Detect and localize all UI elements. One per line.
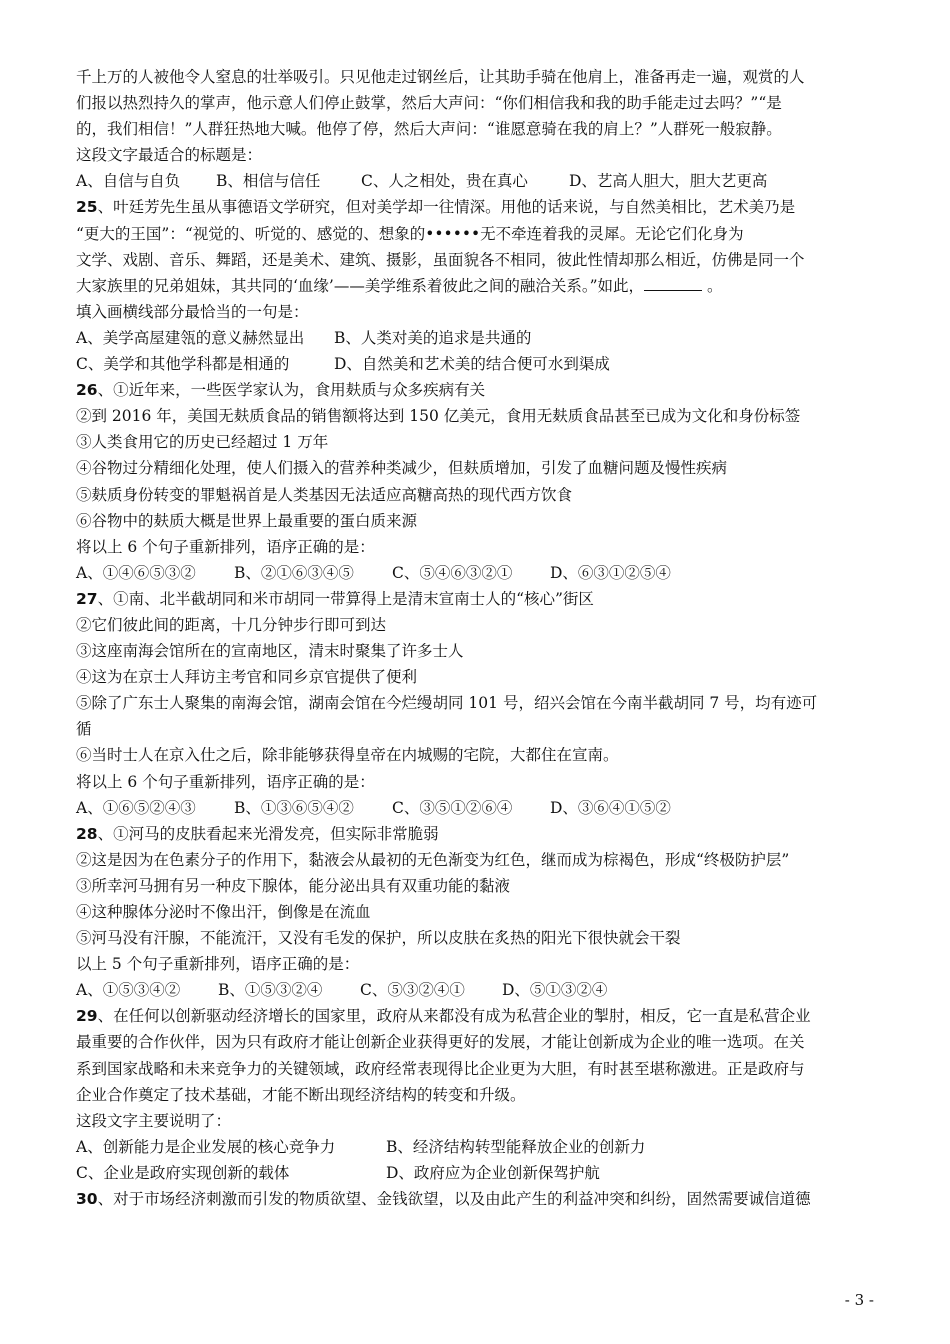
q24-option-c: C、人之相处，贵在真心 [361, 172, 528, 191]
q26-prompt: 将以上 6 个句子重新排列，语序正确的是： [76, 537, 375, 556]
q26-options [76, 560, 874, 586]
q27-sentence: ④这为在京士人拜访主考官和同乡京官提供了便利 [76, 668, 418, 687]
q25-text-line: 25、叶廷芳先生虽从事德语文学研究，但对美学却一往情深。用他的话来说，与自然美相比，艺术美乃是 [76, 198, 796, 217]
q24-option-a: A、自信与自负 [76, 172, 181, 191]
q28-option-a: A、①⑤③④② [76, 981, 181, 1000]
q25-prompt: 填入画横线部分最恰当的一句是： [76, 302, 309, 321]
q25-options-row2 [76, 351, 874, 377]
q28-sentence: 28、①河马的皮肤看起来光滑发亮，但实际非常脆弱 [76, 824, 439, 843]
q24-option-b: B、相信与信任 [216, 172, 321, 191]
q29-option-d: D、政府应为企业创新保驾护航 [386, 1163, 600, 1182]
q24-prompt: 这段文字最适合的标题是： [76, 146, 263, 165]
q26-sentence: 26、①近年来，一些医学家认为，食用麸质与众多疾病有关 [76, 381, 486, 400]
q24-text-line: 的，我们相信！”人群狂热地大喊。他停了停，然后大声问：“谁愿意骑在我的肩上？”人群死一般寂静。 [76, 120, 782, 139]
q28-sentence: ③所幸河马拥有另一种皮下腺体，能分泌出具有双重功能的黏液 [76, 876, 511, 895]
q27-option-c: C、③⑤①②⑥④ [392, 798, 513, 817]
q29-options-row2 [76, 1160, 874, 1186]
q28-sentence: ②这是因为在色素分子的作用下，黏液会从最初的无色渐变为红色，继而成为棕褐色，形成“终极防护层” [76, 850, 790, 869]
q29-options-row1 [76, 1134, 874, 1160]
q27-option-a: A、①⑥⑤②④③ [76, 798, 196, 817]
q28-sentence: ④这种腺体分泌时不像出汗，倒像是在流血 [76, 903, 371, 921]
q30-text-line: 30、对于市场经济刺激而引发的物质欲望、金钱欲望，以及由此产生的利益冲突和纠纷，固然需要诚信道德 [76, 1190, 811, 1209]
q25-text-line: 大家族里的兄弟姐妹，其共同的‘血缘’——美学维系着彼此之间的融洽关系。”如此， 。 [76, 276, 723, 295]
q26-sentence: ③人类食用它的历史已经超过 1 万年 [76, 433, 329, 452]
q29-text-line: 29、在任何以创新驱动经济增长的国家里，政府从来都没有成为私营企业的掣肘，相反，它一直是私营企业 [76, 1007, 811, 1026]
q26-number: 26 [76, 381, 98, 400]
q26-option-d: D、⑥③①②⑤④ [550, 563, 671, 582]
q27-sentence: ⑤除了广东士人聚集的南海会馆，湖南会馆在今烂缦胡同 101 号，绍兴会馆在今南半截胡同 7 号，均有迹可 [76, 694, 818, 713]
q28-prompt: 以上 5 个句子重新排列，语序正确的是： [76, 955, 360, 974]
q27-option-d: D、③⑥④①⑤② [550, 798, 671, 817]
q26-option-b: B、②①⑥③④⑤ [234, 563, 354, 582]
q25-option-b: B、人类对美的追求是共通的 [334, 328, 532, 347]
q29-option-c: C、企业是政府实现创新的载体 [76, 1163, 290, 1182]
q27-number: 27 [76, 589, 98, 608]
q28-option-d: D、⑤①③②④ [502, 981, 608, 1000]
q24-text-line: 们报以热烈持久的掌声，他示意人们停止鼓掌，然后大声问：“你们相信我和我的助手能走过去吗？”“是 [76, 94, 782, 113]
q26-sentence: ⑤麸质身份转变的罪魁祸首是人类基因无法适应高糖高热的现代西方饮食 [76, 485, 573, 504]
q27-sentence: 循 [76, 720, 92, 739]
q28-option-c: C、⑤③②④① [360, 981, 465, 1000]
q25-option-a: A、美学高屋建瓴的意义赫然显出 [76, 328, 305, 347]
q29-prompt: 这段文字主要说明了： [76, 1111, 232, 1130]
document-page [76, 64, 874, 1212]
q25-option-d: D、自然美和艺术美的结合便可水到渠成 [334, 355, 610, 374]
q29-option-a: A、创新能力是企业发展的核心竞争力 [76, 1137, 336, 1156]
page-number: - 3 - [844, 1291, 874, 1309]
q27-sentence: ②它们彼此间的距离，十几分钟步行即可到达 [76, 615, 387, 634]
q28-number: 28 [76, 824, 98, 843]
q26-option-a: A、①④⑥⑤③② [76, 563, 196, 582]
q27-sentence: ⑥当时士人在京入仕之后，除非能够获得皇帝在内城赐的宅院，大都住在宣南。 [76, 746, 619, 765]
q28-options [76, 977, 874, 1003]
q30-number: 30 [76, 1190, 98, 1209]
q27-sentence: 27、①南、北半截胡同和米市胡同一带算得上是清末宣南士人的“核心”街区 [76, 589, 594, 608]
q29-number: 29 [76, 1007, 98, 1026]
q26-sentence: ②到 2016 年，美国无麸质食品的销售额将达到 150 亿美元，食用无麸质食品甚至已成为文化和身份标签 [76, 407, 801, 426]
q26-option-c: C、⑤④⑥③②① [392, 563, 513, 582]
q25-text-line: 文学、戏剧、音乐、舞蹈，还是美术、建筑、摄影，虽面貌各不相同，彼此性情却那么相近，仿佛是同一个 [76, 250, 805, 269]
q27-sentence: ③这座南海会馆所在的宣南地区，清末时聚集了许多士人 [76, 642, 464, 661]
q26-sentence: ⑥谷物中的麸质大概是世界上最重要的蛋白质来源 [76, 511, 418, 530]
q27-option-b: B、①③⑥⑤④② [234, 798, 354, 817]
q25-text-line: “更大的王国”：“视觉的、听觉的、感觉的、想象的••••••无不牵连着我的灵犀。无论它们化身为 [76, 224, 744, 243]
q24-options [76, 168, 874, 194]
q27-options [76, 795, 874, 821]
q25-number: 25 [76, 198, 98, 217]
q24-option-d: D、艺高人胆大，胆大艺更高 [569, 172, 768, 191]
q28-sentence: ⑤河马没有汗腺，不能流汗，又没有毛发的保护，所以皮肤在炙热的阳光下很快就会干裂 [76, 929, 681, 948]
q27-prompt: 将以上 6 个句子重新排列，语序正确的是： [76, 772, 375, 791]
q25-option-c: C、美学和其他学科都是相通的 [76, 355, 290, 374]
q25-options-row1 [76, 325, 874, 351]
q24-text-line: 千上万的人被他令人窒息的壮举吸引。只见他走过钢丝后，让其助手骑在他肩上，准备再走一遍，观赏的人 [76, 68, 805, 86]
q29-text-line: 系到国家战略和未来竞争力的关键领域，政府经常表现得比企业更为大胆，有时甚至堪称激进。正是政府与 [76, 1059, 805, 1078]
q26-sentence: ④谷物过分精细化处理，使人们摄入的营养种类减少，但麸质增加，引发了血糖问题及慢性疾病 [76, 459, 728, 478]
q29-option-b: B、经济结构转型能释放企业的创新力 [386, 1137, 646, 1156]
q28-option-b: B、①⑤③②④ [218, 981, 323, 1000]
fill-in-blank [644, 276, 702, 291]
q29-text-line: 最重要的合作伙伴，因为只有政府才能让创新企业获得更好的发展，才能让创新成为企业的唯一选项。在关 [76, 1033, 805, 1052]
q29-text-line: 企业合作奠定了技术基础，才能不断出现经济结构的转变和升级。 [76, 1085, 526, 1104]
